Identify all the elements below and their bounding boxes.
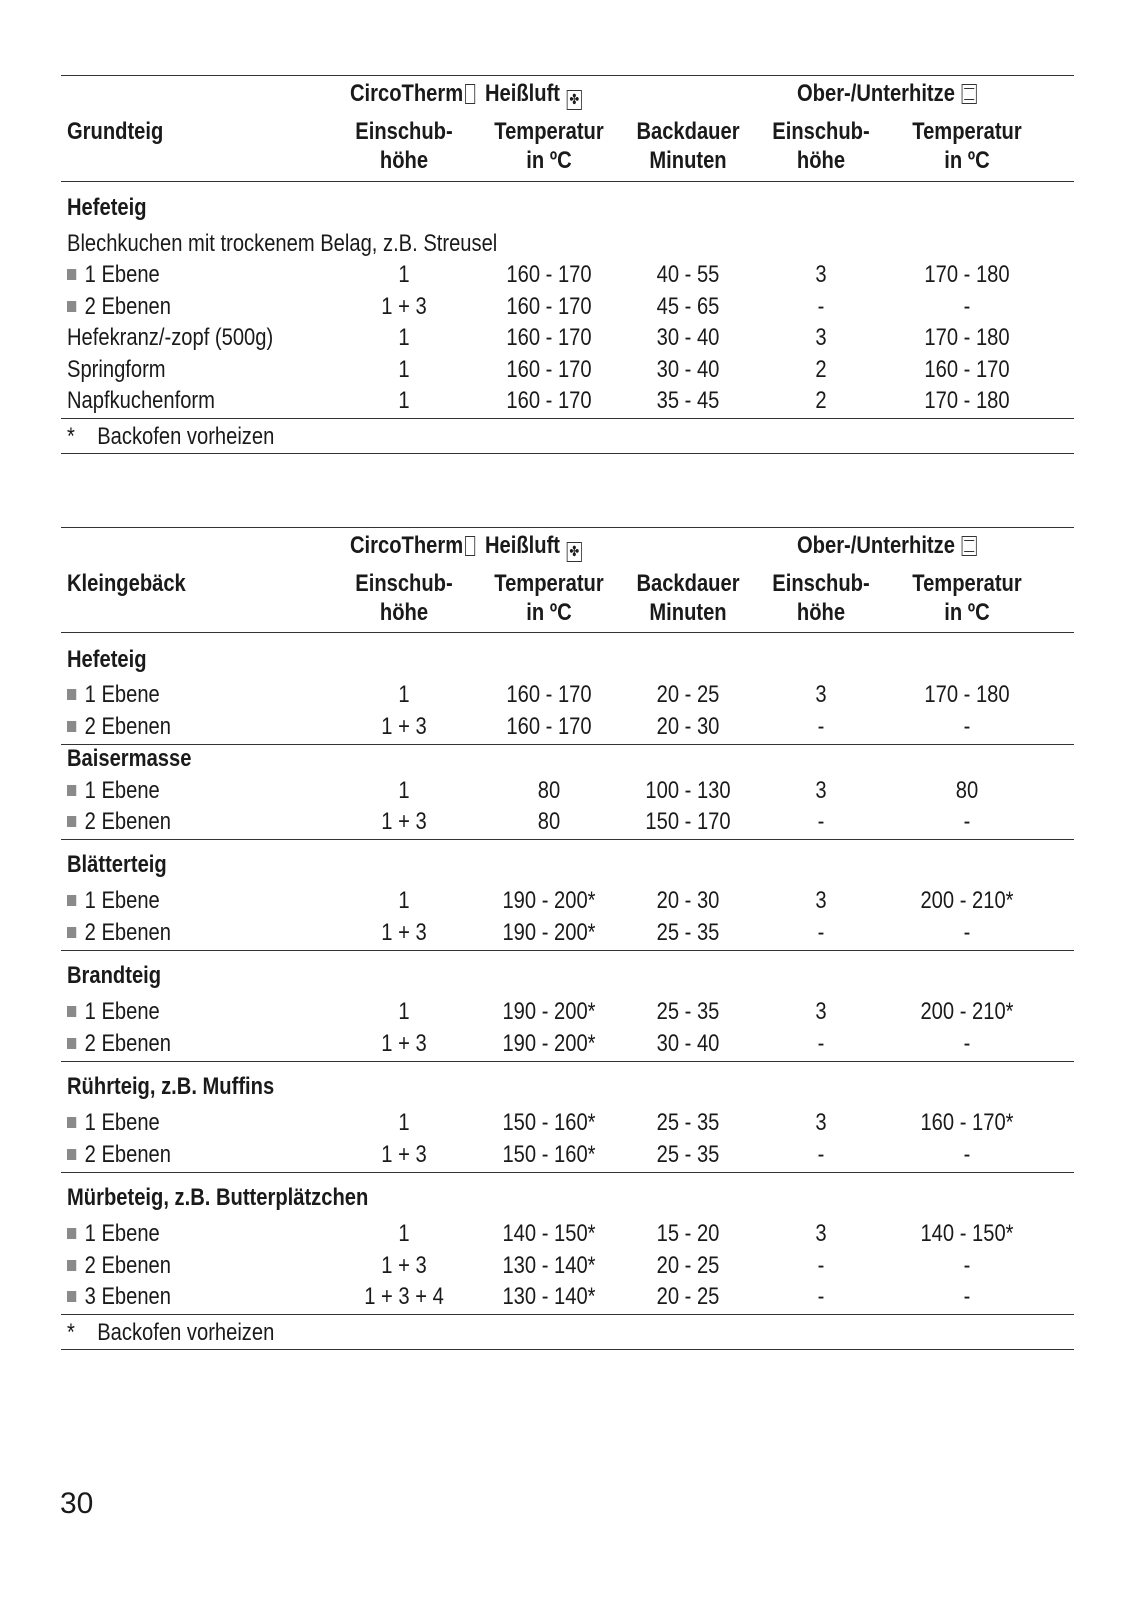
cell-dauer: 25 - 35 bbox=[656, 919, 720, 946]
cell-temp: 160 - 170 bbox=[506, 261, 592, 288]
square-bullet-icon bbox=[67, 1228, 76, 1239]
cell-einschub2: - bbox=[817, 1252, 825, 1279]
cell-einschub: 1 + 3 bbox=[381, 1252, 427, 1279]
heissluft-label: Heißluft bbox=[484, 532, 561, 559]
cell-temp: 160 - 170 bbox=[506, 713, 592, 740]
cell-dauer: 30 - 40 bbox=[656, 1030, 720, 1057]
row-label bbox=[67, 886, 160, 916]
cell-einschub: 1 bbox=[398, 998, 410, 1025]
row-label-text: Hefekranz/-zopf (500g) bbox=[67, 324, 274, 351]
column-header-line: Temperatur bbox=[494, 570, 604, 597]
row-label-text: 3 Ebenen bbox=[84, 1283, 171, 1310]
row-label-text: 2 Ebenen bbox=[84, 808, 171, 835]
cell-temp: 150 - 160* bbox=[502, 1141, 596, 1168]
section-title: Rührteig, z.B. Muffins bbox=[67, 1073, 275, 1100]
cell-dauer: 20 - 25 bbox=[656, 1283, 720, 1310]
cell-temp: 130 - 140* bbox=[502, 1283, 596, 1310]
cell-dauer: 45 - 65 bbox=[656, 293, 720, 320]
cell-einschub2: - bbox=[817, 713, 825, 740]
row-label bbox=[67, 1219, 160, 1249]
column-header-line: in ºC bbox=[944, 147, 990, 174]
heissluft-label: Heißluft bbox=[484, 80, 561, 107]
row-label-text: Springform bbox=[67, 356, 166, 383]
column-header-line: Einschub- bbox=[772, 118, 870, 145]
row-label bbox=[67, 680, 160, 710]
column-header-line: Temperatur bbox=[912, 570, 1022, 597]
first-column-header: Kleingebäck bbox=[67, 570, 186, 597]
cell-einschub2: - bbox=[817, 293, 825, 320]
square-bullet-icon bbox=[67, 816, 76, 827]
top-bottom-heat-icon bbox=[962, 536, 977, 556]
cell-einschub2: 3 bbox=[815, 1220, 827, 1247]
column-header-line: höhe bbox=[379, 599, 429, 626]
cell-temp: 160 - 170 bbox=[506, 293, 592, 320]
column-header-line: in ºC bbox=[526, 147, 572, 174]
square-bullet-icon bbox=[67, 895, 76, 906]
rule-line bbox=[61, 1061, 1074, 1062]
circotherm-label: CircoTherm bbox=[350, 80, 464, 107]
cell-dauer: 15 - 20 bbox=[656, 1220, 720, 1247]
cell-einschub2: 3 bbox=[815, 681, 827, 708]
cell-einschub2: 3 bbox=[815, 777, 827, 804]
section-title: Brandteig bbox=[67, 962, 162, 989]
cell-einschub: 1 + 3 + 4 bbox=[364, 1283, 444, 1310]
row-label bbox=[67, 1108, 160, 1138]
cell-temp: 130 - 140* bbox=[502, 1252, 596, 1279]
cell-temp: 190 - 200* bbox=[502, 887, 596, 914]
square-bullet-icon bbox=[67, 1006, 76, 1017]
cell-temp2: 140 - 150* bbox=[920, 1220, 1014, 1247]
subsection-title: Blechkuchen mit trockenem Belag, z.B. Streusel bbox=[67, 230, 498, 257]
cell-temp2: - bbox=[963, 293, 971, 320]
rule-line bbox=[61, 1172, 1074, 1173]
square-bullet-icon bbox=[67, 1038, 76, 1049]
cell-einschub: 1 bbox=[398, 387, 410, 414]
row-label bbox=[67, 776, 160, 806]
ober-unterhitze-label: Ober-/Unterhitze bbox=[797, 532, 955, 559]
row-label-text: 2 Ebenen bbox=[84, 1030, 171, 1057]
row-label bbox=[67, 1029, 171, 1059]
row-label bbox=[67, 1282, 171, 1312]
column-header-line: Minuten bbox=[649, 599, 727, 626]
cell-einschub: 1 + 3 bbox=[381, 919, 427, 946]
row-label-text: 2 Ebenen bbox=[84, 713, 171, 740]
cell-dauer: 20 - 30 bbox=[656, 713, 720, 740]
column-header-line: höhe bbox=[379, 147, 429, 174]
circotherm-symbol-icon bbox=[465, 536, 475, 556]
cell-temp2: - bbox=[963, 808, 971, 835]
cell-temp: 190 - 200* bbox=[502, 919, 596, 946]
column-header-backdauer bbox=[621, 569, 755, 627]
row-label bbox=[67, 807, 171, 837]
cell-temp2: 80 bbox=[955, 777, 979, 804]
cell-einschub2: - bbox=[817, 1030, 825, 1057]
cell-einschub: 1 bbox=[398, 681, 410, 708]
column-header-line: Backdauer bbox=[636, 118, 740, 145]
cell-temp: 140 - 150* bbox=[502, 1220, 596, 1247]
cell-dauer: 30 - 40 bbox=[656, 356, 720, 383]
column-header-temp2 bbox=[900, 569, 1034, 627]
row-label-text: 1 Ebene bbox=[84, 261, 160, 288]
column-header-line: Minuten bbox=[649, 147, 727, 174]
square-bullet-icon bbox=[67, 927, 76, 938]
square-bullet-icon bbox=[67, 1260, 76, 1271]
first-column-header: Grundteig bbox=[67, 118, 164, 145]
row-label-text: 1 Ebene bbox=[84, 998, 160, 1025]
row-label bbox=[67, 1251, 171, 1281]
cell-temp: 150 - 160* bbox=[502, 1109, 596, 1136]
cell-temp: 80 bbox=[537, 777, 561, 804]
cell-einschub: 1 bbox=[398, 1109, 410, 1136]
row-label bbox=[67, 1140, 171, 1170]
column-header-line: in ºC bbox=[944, 599, 990, 626]
cell-einschub2: 2 bbox=[815, 356, 827, 383]
cell-einschub2: 3 bbox=[815, 324, 827, 351]
cell-dauer: 40 - 55 bbox=[656, 261, 720, 288]
column-header-line: Temperatur bbox=[912, 118, 1022, 145]
column-header-line: Einschub- bbox=[355, 570, 453, 597]
section-title: Hefeteig bbox=[67, 194, 147, 221]
cell-einschub: 1 + 3 bbox=[381, 1141, 427, 1168]
cell-dauer: 20 - 25 bbox=[656, 681, 720, 708]
column-header-temp bbox=[482, 569, 616, 627]
cell-dauer: 100 - 130 bbox=[645, 777, 731, 804]
cell-einschub2: 2 bbox=[815, 387, 827, 414]
cell-temp2: 200 - 210* bbox=[920, 887, 1014, 914]
cell-einschub2: 3 bbox=[815, 887, 827, 914]
cell-temp2: 160 - 170 bbox=[924, 356, 1010, 383]
cell-einschub2: 3 bbox=[815, 1109, 827, 1136]
cell-dauer: 20 - 25 bbox=[656, 1252, 720, 1279]
cell-dauer: 150 - 170 bbox=[645, 808, 731, 835]
rule-line bbox=[61, 950, 1074, 951]
cell-temp: 160 - 170 bbox=[506, 324, 592, 351]
square-bullet-icon bbox=[67, 689, 76, 700]
cell-einschub: 1 bbox=[398, 261, 410, 288]
column-header-line: Einschub- bbox=[772, 570, 870, 597]
cell-einschub: 1 bbox=[398, 356, 410, 383]
row-label-text: 1 Ebene bbox=[84, 681, 160, 708]
cell-dauer: 25 - 35 bbox=[656, 998, 720, 1025]
cell-einschub2: - bbox=[817, 919, 825, 946]
rule-line bbox=[61, 744, 1074, 745]
row-label-text: 2 Ebenen bbox=[84, 1252, 171, 1279]
column-header-einschub2 bbox=[754, 569, 888, 627]
cell-einschub: 1 + 3 bbox=[381, 808, 427, 835]
cell-einschub2: - bbox=[817, 1283, 825, 1310]
rule-line bbox=[61, 632, 1074, 633]
cell-temp: 80 bbox=[537, 808, 561, 835]
column-header-line: Temperatur bbox=[494, 118, 604, 145]
square-bullet-icon bbox=[67, 785, 76, 796]
cell-temp2: - bbox=[963, 919, 971, 946]
cell-temp2: 170 - 180 bbox=[924, 261, 1010, 288]
ober-unterhitze-label: Ober-/Unterhitze bbox=[797, 80, 955, 107]
rule-line bbox=[61, 1314, 1074, 1315]
cell-temp2: - bbox=[963, 1252, 971, 1279]
cell-dauer: 35 - 45 bbox=[656, 387, 720, 414]
cell-temp: 190 - 200* bbox=[502, 1030, 596, 1057]
cell-temp2: - bbox=[963, 713, 971, 740]
fan-icon: ✤ bbox=[567, 542, 582, 562]
square-bullet-icon bbox=[67, 1117, 76, 1128]
cell-einschub: 1 + 3 bbox=[381, 1030, 427, 1057]
section-title: Blätterteig bbox=[67, 851, 167, 878]
row-label-text: 1 Ebene bbox=[84, 1109, 160, 1136]
rule-line bbox=[61, 839, 1074, 840]
section-title: Mürbeteig, z.B. Butterplätzchen bbox=[67, 1184, 369, 1211]
cell-einschub2: 3 bbox=[815, 261, 827, 288]
footnote-mark: * bbox=[67, 1319, 75, 1346]
cell-temp2: 170 - 180 bbox=[924, 324, 1010, 351]
cell-dauer: 30 - 40 bbox=[656, 324, 720, 351]
cell-einschub2: - bbox=[817, 1141, 825, 1168]
column-header-line: in ºC bbox=[526, 599, 572, 626]
row-label-text: 2 Ebenen bbox=[84, 1141, 171, 1168]
cell-dauer: 20 - 30 bbox=[656, 887, 720, 914]
cell-temp2: 200 - 210* bbox=[920, 998, 1014, 1025]
row-label bbox=[67, 712, 171, 742]
cell-einschub: 1 + 3 bbox=[381, 293, 427, 320]
cell-temp2: 170 - 180 bbox=[924, 681, 1010, 708]
cell-einschub2: - bbox=[817, 808, 825, 835]
cell-temp2: - bbox=[963, 1141, 971, 1168]
cell-einschub: 1 bbox=[398, 1220, 410, 1247]
cell-dauer: 25 - 35 bbox=[656, 1109, 720, 1136]
row-label bbox=[67, 918, 171, 948]
cell-temp2: 160 - 170* bbox=[920, 1109, 1014, 1136]
cell-temp: 190 - 200* bbox=[502, 998, 596, 1025]
column-header-einschub bbox=[337, 569, 471, 627]
row-label bbox=[67, 997, 160, 1027]
cell-einschub: 1 bbox=[398, 777, 410, 804]
cell-dauer: 25 - 35 bbox=[656, 1141, 720, 1168]
baking-table-kleingebaeck bbox=[61, 0, 1074, 1400]
row-label-text: Napfkuchenform bbox=[67, 387, 215, 414]
row-label-text: 1 Ebene bbox=[84, 777, 160, 804]
square-bullet-icon bbox=[67, 1149, 76, 1160]
column-header-line: höhe bbox=[796, 147, 846, 174]
page-number: 30 bbox=[60, 1487, 94, 1520]
rule-line bbox=[61, 1349, 1074, 1350]
footnote-text: Backofen vorheizen bbox=[97, 423, 275, 450]
row-label-text: 2 Ebenen bbox=[84, 919, 171, 946]
group-header-circotherm-heissluft bbox=[350, 531, 582, 562]
footnote bbox=[67, 1318, 274, 1348]
cell-temp: 160 - 170 bbox=[506, 387, 592, 414]
cell-einschub: 1 bbox=[398, 887, 410, 914]
column-header-line: höhe bbox=[796, 599, 846, 626]
section-title: Baisermasse bbox=[67, 745, 192, 772]
cell-temp2: - bbox=[963, 1283, 971, 1310]
row-label-text: 2 Ebenen bbox=[84, 293, 171, 320]
footnote-mark: * bbox=[67, 423, 75, 450]
cell-temp2: - bbox=[963, 1030, 971, 1057]
footnote-text: Backofen vorheizen bbox=[97, 1319, 275, 1346]
section-title: Hefeteig bbox=[67, 646, 147, 673]
cell-temp2: 170 - 180 bbox=[924, 387, 1010, 414]
column-header-line: Einschub- bbox=[355, 118, 453, 145]
cell-einschub2: 3 bbox=[815, 998, 827, 1025]
cell-temp: 160 - 170 bbox=[506, 356, 592, 383]
square-bullet-icon bbox=[67, 721, 76, 732]
rule-line bbox=[61, 527, 1074, 528]
cell-einschub: 1 + 3 bbox=[381, 713, 427, 740]
row-label-text: 1 Ebene bbox=[84, 1220, 160, 1247]
group-header-ober-unterhitze bbox=[797, 531, 977, 561]
row-label-text: 1 Ebene bbox=[84, 887, 160, 914]
column-header-line: Backdauer bbox=[636, 570, 740, 597]
fan-icon: ✤ bbox=[567, 90, 582, 110]
square-bullet-icon bbox=[67, 1291, 76, 1302]
circotherm-label: CircoTherm bbox=[350, 532, 464, 559]
cell-einschub: 1 bbox=[398, 324, 410, 351]
cell-temp: 160 - 170 bbox=[506, 681, 592, 708]
